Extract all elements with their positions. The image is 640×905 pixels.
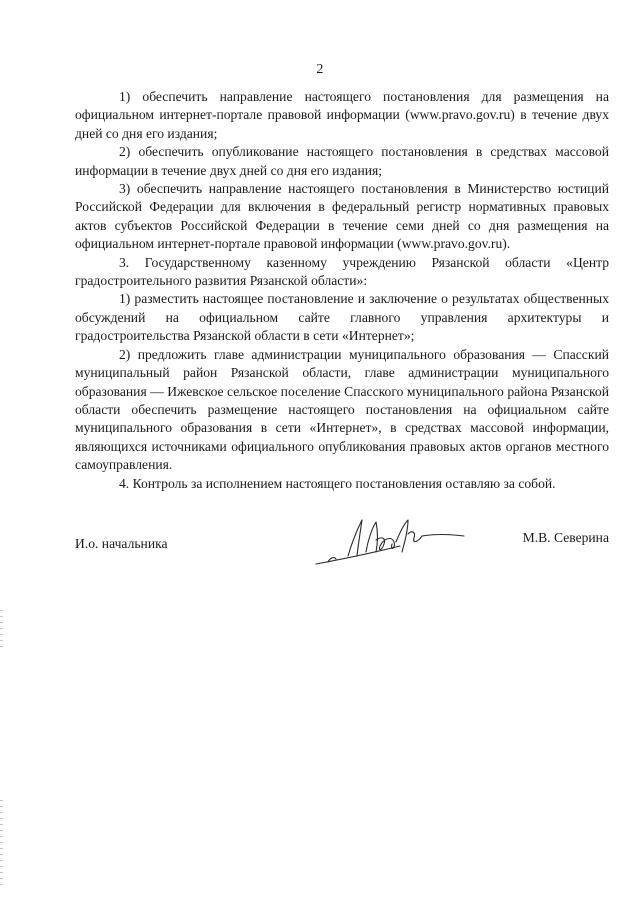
paragraph-1-1: 1) обеспечить направление настоящего постановления для размещения на официальном интернет-портале правовой информации (www.pravo.gov.ru) в течение двух дней со дня его издания; [75, 89, 609, 141]
signature-block [75, 530, 609, 560]
scan-artifact [0, 610, 3, 650]
paragraph-3: 3. Государственному казенному учреждению Рязанской области «Центр градостроительного развития Рязанской области»: [75, 254, 609, 289]
signatory-name: М.В. Северина [522, 530, 609, 545]
paragraph-3-1: 1) разместить настоящее постановление и заключение о результатах общественных обсуждений на официальном сайте главного управления архитектуры и градостроительства Рязанской области в сети «Интернет»; [75, 291, 609, 344]
paragraph-1-2: 2) обеспечить опубликование настоящего постановления в средствах массовой информации в течение двух дней со дня его издания; [75, 144, 609, 178]
paragraph-1-3: 3) обеспечить направление настоящего постановления в Министерство юстиций Российской Федерации для включения в федеральный регистр нормативных правовых актов субъектов Российской Федерации в течение семи дней со дня размещения на официальном интернет-портале правовой информации (www.pravo.gov.ru). [75, 181, 609, 252]
paragraph-4: 4. Контроль за исполнением настоящего постановления оставляю за собой. [119, 475, 556, 491]
scan-artifact [0, 800, 3, 890]
paragraph-3-2: 2) предложить главе администрации муниципального образования — Спасский муниципальный район Рязанской области, главе администрации муниципального образования — Ижевское сельское поселение Спасского муниципального района Рязанской области обеспечить размещение настоящего постановления на официальном сайте муниципального образования в сети «Интернет», в средствах массовой информации, являющихся источниками официального опубликования правовых актов органов местного самоуправления. [75, 346, 609, 473]
signatory-position: И.о. начальника [75, 536, 168, 551]
document-body [75, 88, 609, 493]
page-number: 2 [316, 62, 324, 77]
